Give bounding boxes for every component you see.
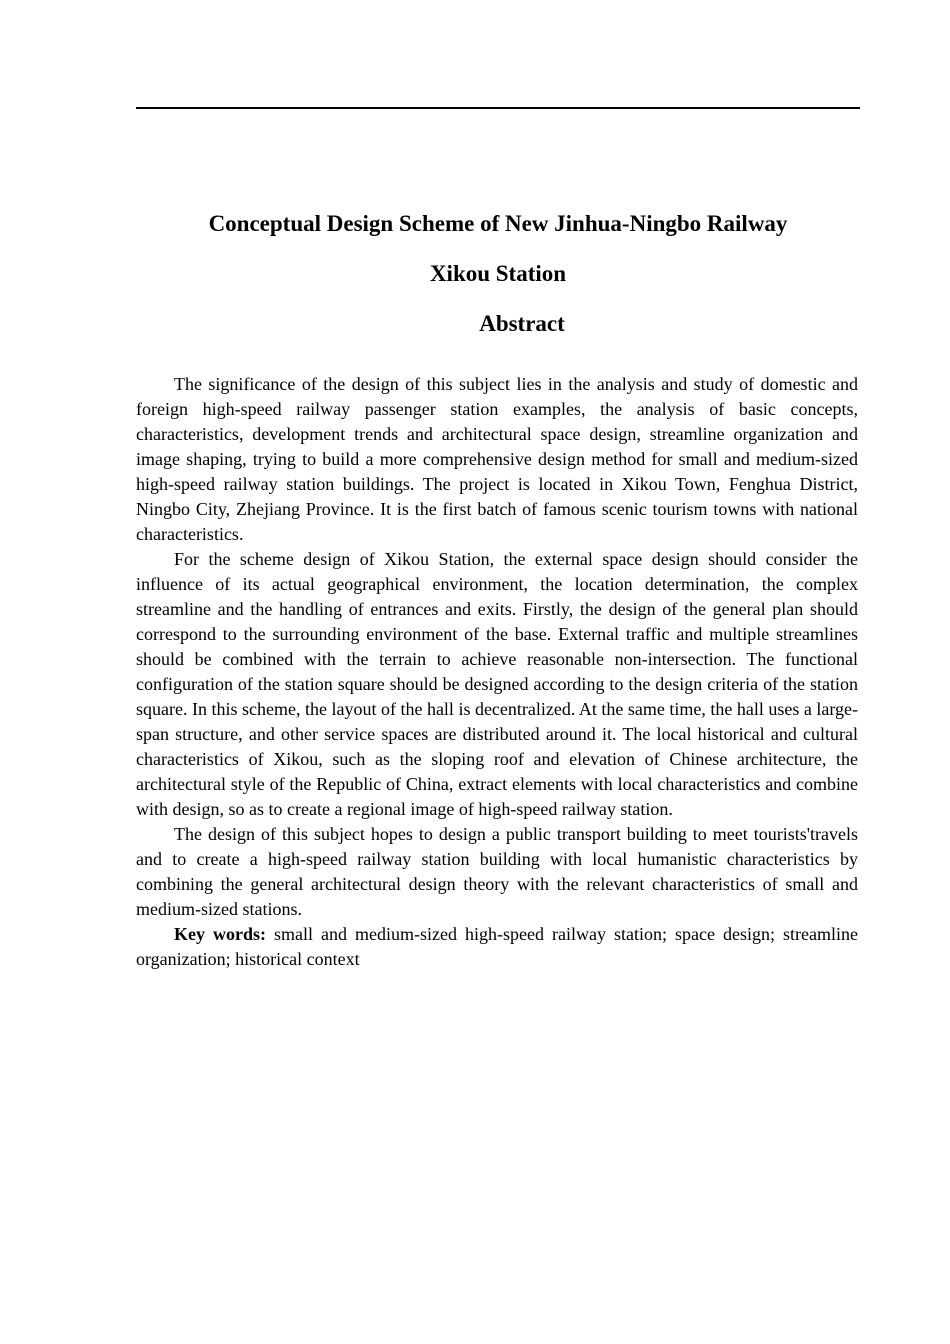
abstract-body xyxy=(136,372,858,972)
abstract-paragraph-1: The significance of the design of this subject lies in the analysis and study of domestic and foreign high-speed railway passenger station examples, the analysis of basic concepts, characteristics, development trends and architectural space design, streamline organization and image shaping, trying to build a more comprehensive design method for small and medium-sized high-speed railway station buildings. The project is located in Xikou Town, Fenghua District, Ningbo City, Zhejiang Province. It is the first batch of famous scenic tourism towns with national characteristics. xyxy=(136,374,858,544)
document-title-line-2: Xikou Station xyxy=(429,261,567,286)
header-rule xyxy=(136,107,860,109)
document-title-line-1: Conceptual Design Scheme of New Jinhua-Ningbo Railway xyxy=(208,211,788,236)
keywords-label: Key words: xyxy=(174,924,267,944)
keywords-text: small and medium-sized high-speed railway station; space design; streamline organization; historical context xyxy=(136,924,858,969)
abstract-paragraph-3: The design of this subject hopes to design a public transport building to meet tourists'travels and to create a high-speed railway station building with local humanistic characteristics by combining the general architectural design theory with the relevant characteristics of small and medium-sized stations. xyxy=(136,824,858,919)
keywords-paragraph xyxy=(136,922,858,972)
abstract-heading: Abstract xyxy=(479,311,565,336)
abstract-paragraph-2: For the scheme design of Xikou Station, the external space design should consider the influence of its actual geographical environment, the location determination, the complex streamline and the handling of entrances and exits. Firstly, the design of the general plan should correspond to the surrounding environment of the base. External traffic and multiple streamlines should be combined with the terrain to achieve reasonable non-intersection. The functional configuration of the station square should be designed according to the design criteria of the station square. In this scheme, the layout of the hall is decentralized. At the same time, the hall uses a large-span structure, and other service spaces are distributed around it. The local historical and cultural characteristics of Xikou, such as the sloping roof and elevation of Chinese architecture, the architectural style of the Republic of China, extract elements with local characteristics and combine with design, so as to create a regional image of high-speed railway station. xyxy=(136,549,858,819)
